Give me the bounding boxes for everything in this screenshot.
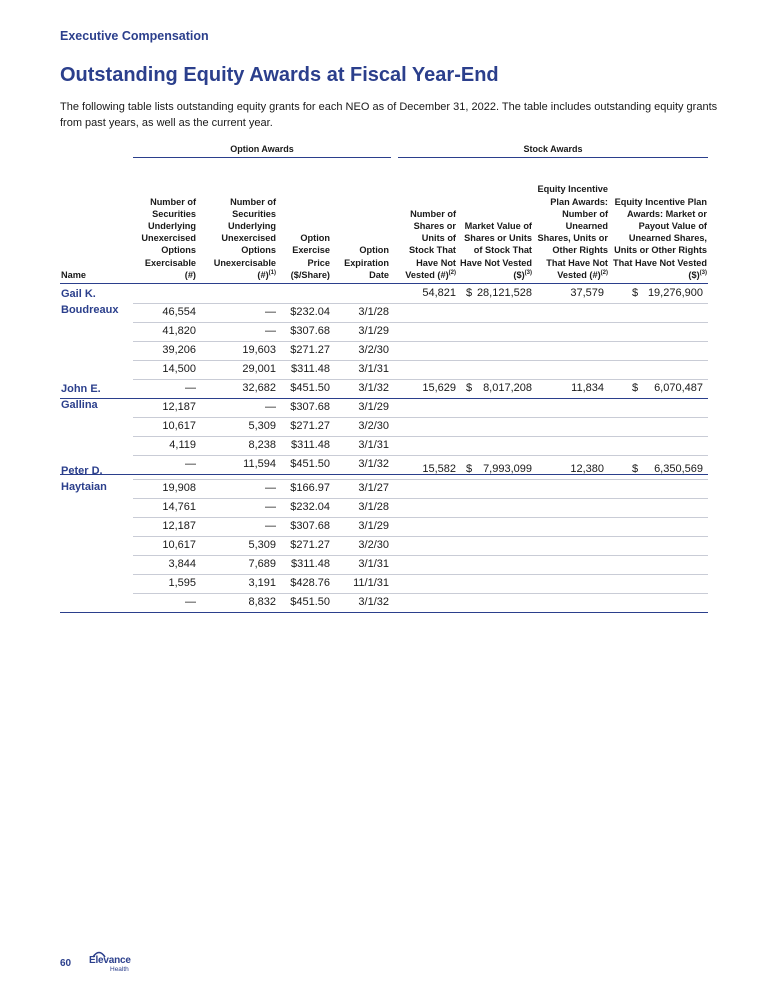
col-header-market-value-text: Market Value of Shares or Units of Stock That Have Not Vested ($) <box>460 220 532 280</box>
currency-sign: $ <box>632 382 639 394</box>
table-bottom-rule <box>60 612 708 613</box>
equity-value-cell <box>632 379 703 398</box>
market-value-amount: 7,993,099 <box>483 463 532 475</box>
logo-wordmark: Elevance <box>89 955 131 966</box>
col-header-equity-number <box>536 159 608 281</box>
expiration-cell: 3/1/29 <box>358 520 389 532</box>
header-rule <box>60 283 708 284</box>
expiration-cell: 3/1/28 <box>358 501 389 513</box>
expiration-cell: 3/1/31 <box>358 558 389 570</box>
col-header-expiration <box>334 159 389 281</box>
col-header-equity-value-text: Equity Incentive Plan Awards: Market or Payout Value of Unearned Shares, Units or Other Rights That Have Not Vested ($) <box>613 196 707 280</box>
price-cell: $232.04 <box>290 306 330 318</box>
col-header-shares-unvested <box>398 159 456 281</box>
col-header-shares-wrap <box>398 208 456 281</box>
col-header-exercisable-text: Number of Securities Underlying Unexercised Options Exercisable (#) <box>141 196 196 280</box>
equity-shares-cell: 37,579 <box>570 287 604 299</box>
equity-value-cell <box>632 284 703 303</box>
shares-unvested-cell: 15,582 <box>422 463 456 475</box>
price-cell: $311.48 <box>291 439 330 451</box>
price-cell: $307.68 <box>290 520 330 532</box>
stock-awards-group-header: Stock Awards <box>523 144 583 154</box>
unexercisable-cell: 8,832 <box>248 596 276 608</box>
unexercisable-cell: 32,682 <box>242 382 276 394</box>
shares-unvested-cell: 15,629 <box>422 382 456 394</box>
exercisable-cell: — <box>185 596 196 608</box>
unexercisable-cell: 8,238 <box>248 439 276 451</box>
price-cell: $307.68 <box>290 401 330 413</box>
footnote-ref: (3) <box>524 269 532 276</box>
currency-sign: $ <box>632 463 639 475</box>
price-cell: $451.50 <box>290 382 330 394</box>
market-value-amount: 8,017,208 <box>483 382 532 394</box>
price-cell: $451.50 <box>290 458 330 470</box>
col-header-market-value-wrap <box>460 220 532 281</box>
expiration-cell: 3/1/31 <box>358 439 389 451</box>
expiration-cell: 3/1/29 <box>358 325 389 337</box>
col-header-equity-value-wrap <box>612 196 707 281</box>
exercisable-cell: 14,761 <box>162 501 196 513</box>
col-header-name <box>61 159 121 281</box>
equity-shares-cell: 11,834 <box>571 382 604 394</box>
col-header-exercisable <box>136 159 196 281</box>
intro-paragraph: The following table lists outstanding equity grants for each NEO as of December 31, 2022. The table includes outstanding equity grants from past years, as well as the current year. <box>60 101 718 129</box>
expiration-cell: 11/1/31 <box>353 577 389 589</box>
price-cell: $271.27 <box>290 420 330 432</box>
elevance-logo <box>86 950 138 974</box>
expiration-cell: 3/2/30 <box>358 539 389 551</box>
unexercisable-cell: 5,309 <box>248 420 276 432</box>
exercisable-cell: 12,187 <box>162 520 196 532</box>
currency-sign: $ <box>466 382 473 394</box>
col-header-unexercisable-text: Number of Securities Underlying Unexercised Options Unexercisable (#) <box>213 196 276 280</box>
executive-name: Gail K. Boudreaux <box>61 288 119 316</box>
footnote-ref: (3) <box>699 269 707 276</box>
unexercisable-cell: 7,689 <box>248 558 276 570</box>
price-cell: $232.04 <box>290 501 330 513</box>
footnote-ref: (1) <box>268 269 276 276</box>
exercisable-cell: 10,617 <box>162 539 196 551</box>
expiration-cell: 3/2/30 <box>358 420 389 432</box>
currency-sign: $ <box>466 463 473 475</box>
market-value-cell <box>466 460 532 479</box>
expiration-cell: 3/1/32 <box>358 596 389 608</box>
page-title: Outstanding Equity Awards at Fiscal Year-End <box>60 64 499 86</box>
price-cell: $271.27 <box>290 539 330 551</box>
unexercisable-cell: — <box>265 401 276 413</box>
expiration-cell: 3/1/31 <box>358 363 389 375</box>
exercisable-cell: — <box>185 458 196 470</box>
unexercisable-cell: — <box>265 482 276 494</box>
exercisable-cell: 41,820 <box>162 325 196 337</box>
unexercisable-cell: 11,594 <box>243 458 276 470</box>
page-number: 60 <box>60 958 72 969</box>
expiration-cell: 3/1/29 <box>358 401 389 413</box>
logo-subtext: Health <box>110 966 129 973</box>
col-header-market-value <box>460 159 532 281</box>
unexercisable-cell: — <box>265 325 276 337</box>
col-header-equity-value <box>612 159 707 281</box>
executive-name: Peter D. Haytaian <box>61 465 107 493</box>
col-header-unexercisable <box>200 159 276 281</box>
exercisable-cell: 12,187 <box>162 401 196 413</box>
price-cell: $451.50 <box>290 596 330 608</box>
unexercisable-cell: 5,309 <box>248 539 276 551</box>
col-header-shares-text: Number of Shares or Units of Stock That Have Not Vested (#) <box>405 208 456 280</box>
executive-name: John E. Gallina <box>61 383 101 411</box>
price-cell: $311.48 <box>291 363 330 375</box>
unexercisable-cell: — <box>265 306 276 318</box>
exercisable-cell: 1,595 <box>168 577 196 589</box>
col-header-name-text: Name <box>61 269 87 280</box>
footnote-ref: (2) <box>448 269 456 276</box>
exercisable-cell: — <box>185 382 196 394</box>
option-awards-rule <box>133 157 391 158</box>
price-cell: $311.48 <box>291 558 330 570</box>
exercisable-cell: 4,119 <box>169 439 196 451</box>
footnote-ref: (2) <box>600 269 608 276</box>
exercisable-cell: 39,206 <box>162 344 196 356</box>
exercisable-cell: 10,617 <box>162 420 196 432</box>
equity-value-cell <box>632 460 703 479</box>
exercisable-cell: 14,500 <box>162 363 196 375</box>
currency-sign: $ <box>632 287 639 299</box>
exercisable-cell: 46,554 <box>162 306 196 318</box>
col-header-equity-number-wrap <box>536 183 608 281</box>
unexercisable-cell: 19,603 <box>242 344 276 356</box>
unexercisable-cell: 3,191 <box>248 577 276 589</box>
expiration-cell: 3/1/32 <box>358 382 389 394</box>
executive-group-divider <box>60 474 708 475</box>
expiration-cell: 3/2/30 <box>358 344 389 356</box>
price-cell: $428.76 <box>290 577 330 589</box>
expiration-cell: 3/1/32 <box>358 458 389 470</box>
unexercisable-cell: — <box>265 520 276 532</box>
equity-value-amount: 6,350,569 <box>654 463 703 475</box>
market-value-cell <box>466 284 532 303</box>
col-header-equity-number-text: Equity Incentive Plan Awards: Number of Unearned Shares, Units or Other Rights That Have Not Vested (#) <box>537 184 608 280</box>
market-value-cell <box>466 379 532 398</box>
option-awards-group-header: Option Awards <box>230 144 294 154</box>
exercisable-cell: 3,844 <box>168 558 196 570</box>
col-header-price-text: Option Exercise Price ($/Share) <box>290 233 330 280</box>
price-cell: $307.68 <box>290 325 330 337</box>
col-header-expiration-text: Option Expiration Date <box>344 245 389 280</box>
currency-sign: $ <box>466 287 473 299</box>
unexercisable-cell: 29,001 <box>242 363 276 375</box>
equity-shares-cell: 12,380 <box>570 463 604 475</box>
equity-value-amount: 19,276,900 <box>647 287 703 299</box>
col-header-unexercisable-wrap <box>200 196 276 281</box>
price-cell: $271.27 <box>290 344 330 356</box>
unexercisable-cell: — <box>265 501 276 513</box>
expiration-cell: 3/1/28 <box>358 306 389 318</box>
section-label: Executive Compensation <box>60 29 209 43</box>
col-header-price <box>280 159 330 281</box>
expiration-cell: 3/1/27 <box>358 482 389 494</box>
market-value-amount: 28,121,528 <box>476 287 532 299</box>
equity-value-amount: 6,070,487 <box>654 382 703 394</box>
exercisable-cell: 19,908 <box>162 482 196 494</box>
shares-unvested-cell: 54,821 <box>422 287 456 299</box>
stock-awards-rule <box>398 157 708 158</box>
price-cell: $166.97 <box>290 482 330 494</box>
